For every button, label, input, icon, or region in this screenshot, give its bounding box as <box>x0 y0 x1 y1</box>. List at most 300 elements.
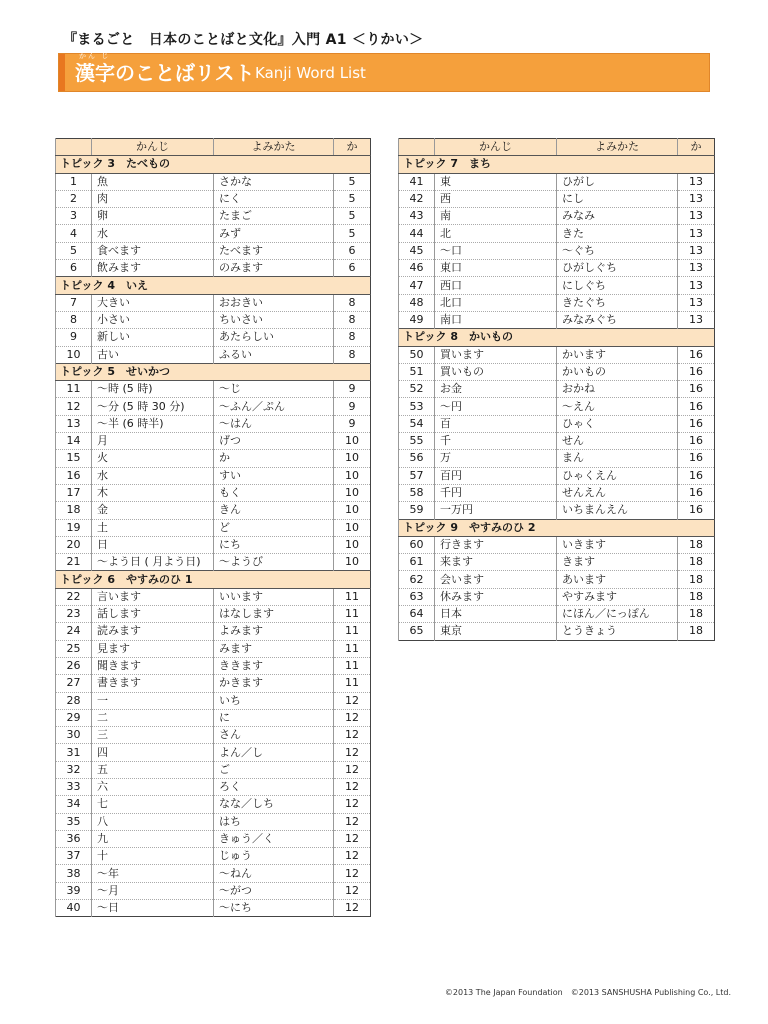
kanji-cell: 金 <box>92 502 214 519</box>
row-number: 45 <box>399 242 435 259</box>
kanji-cell: ～口 <box>435 242 557 259</box>
yomikata-cell: にし <box>557 190 678 207</box>
table-row <box>56 675 371 692</box>
table-row <box>56 398 371 415</box>
lesson-cell: 12 <box>334 796 371 813</box>
yomikata-cell: あたらしい <box>214 329 334 346</box>
lesson-cell: 12 <box>334 830 371 847</box>
row-number: 31 <box>56 744 92 761</box>
row-number: 7 <box>56 294 92 311</box>
lesson-cell: 18 <box>678 588 715 605</box>
table-header-row <box>56 139 371 156</box>
kanji-cell: ～日 <box>92 900 214 917</box>
kanji-cell: 北口 <box>435 294 557 311</box>
yomikata-cell: ～ぐち <box>557 242 678 259</box>
lesson-cell: 13 <box>678 311 715 328</box>
table-row <box>56 484 371 501</box>
title-accent <box>59 54 65 91</box>
kanji-cell: 東京 <box>435 623 557 640</box>
row-number: 5 <box>56 242 92 259</box>
row-number: 33 <box>56 778 92 795</box>
table-row <box>56 813 371 830</box>
topic-label: トピック 3 たべもの <box>56 156 371 173</box>
table-row <box>399 381 715 398</box>
kanji-cell: 西 <box>435 190 557 207</box>
row-number: 4 <box>56 225 92 242</box>
yomikata-cell: ふるい <box>214 346 334 363</box>
kanji-cell: 言います <box>92 588 214 605</box>
row-number: 60 <box>399 536 435 553</box>
table-row <box>56 381 371 398</box>
lesson-cell: 13 <box>678 208 715 225</box>
yomikata-cell: あいます <box>557 571 678 588</box>
lesson-cell: 16 <box>678 433 715 450</box>
yomikata-cell: はち <box>214 813 334 830</box>
topic-label: トピック 5 せいかつ <box>56 363 371 380</box>
row-number: 24 <box>56 623 92 640</box>
kanji-cell: 小さい <box>92 311 214 328</box>
kanji-cell: 百円 <box>435 467 557 484</box>
lesson-cell: 6 <box>334 242 371 259</box>
kanji-cell: 大きい <box>92 294 214 311</box>
row-number: 29 <box>56 709 92 726</box>
topic-label: トピック 4 いえ <box>56 277 371 294</box>
row-number: 17 <box>56 484 92 501</box>
lesson-cell: 11 <box>334 675 371 692</box>
topic-label: トピック 9 やすみのひ 2 <box>399 519 715 536</box>
row-number: 19 <box>56 519 92 536</box>
lesson-cell: 12 <box>334 813 371 830</box>
kanji-cell: ～月 <box>92 882 214 899</box>
lesson-cell: 11 <box>334 623 371 640</box>
table-row <box>399 208 715 225</box>
table-row <box>56 778 371 795</box>
table-row <box>399 277 715 294</box>
lesson-cell: 16 <box>678 363 715 380</box>
kanji-cell: 東口 <box>435 260 557 277</box>
row-number: 23 <box>56 606 92 623</box>
yomikata-cell: ひゃくえん <box>557 467 678 484</box>
row-number: 8 <box>56 311 92 328</box>
lesson-cell: 16 <box>678 450 715 467</box>
table-row <box>399 173 715 190</box>
table-row <box>56 882 371 899</box>
yomikata-cell: に <box>214 709 334 726</box>
row-number: 54 <box>399 415 435 432</box>
yomikata-cell: ちいさい <box>214 311 334 328</box>
kanji-cell: 会います <box>435 571 557 588</box>
table-row <box>399 623 715 640</box>
row-number: 20 <box>56 536 92 553</box>
lesson-cell: 9 <box>334 381 371 398</box>
yomikata-cell: よん／し <box>214 744 334 761</box>
yomikata-cell: にち <box>214 536 334 553</box>
kanji-cell: 北 <box>435 225 557 242</box>
yomikata-cell: ひゃく <box>557 415 678 432</box>
row-number: 37 <box>56 848 92 865</box>
col-yomikata-header: よみかた <box>557 139 678 156</box>
row-number: 53 <box>399 398 435 415</box>
kanji-cell: 三 <box>92 727 214 744</box>
row-number: 10 <box>56 346 92 363</box>
table-row <box>56 761 371 778</box>
kanji-cell: 行きます <box>435 536 557 553</box>
table-row <box>56 606 371 623</box>
yomikata-cell: ききます <box>214 657 334 674</box>
table-row <box>56 225 371 242</box>
table-row <box>56 346 371 363</box>
kanji-cell: 肉 <box>92 190 214 207</box>
table-row <box>56 311 371 328</box>
kanji-cell: ～分 (5 時 30 分) <box>92 398 214 415</box>
table-row <box>56 830 371 847</box>
table-row <box>399 554 715 571</box>
topic-row <box>399 156 715 173</box>
kanji-cell: 聞きます <box>92 657 214 674</box>
table-row <box>56 536 371 553</box>
row-number: 48 <box>399 294 435 311</box>
row-number: 58 <box>399 484 435 501</box>
row-number: 52 <box>399 381 435 398</box>
yomikata-cell: みます <box>214 640 334 657</box>
row-number: 62 <box>399 571 435 588</box>
yomikata-cell: ～ようび <box>214 554 334 571</box>
row-number: 65 <box>399 623 435 640</box>
yomikata-cell: げつ <box>214 433 334 450</box>
lesson-cell: 12 <box>334 848 371 865</box>
yomikata-cell: か <box>214 450 334 467</box>
yomikata-cell: かきます <box>214 675 334 692</box>
kanji-cell: 見ます <box>92 640 214 657</box>
table-body <box>56 156 371 917</box>
table-row <box>399 242 715 259</box>
row-number: 57 <box>399 467 435 484</box>
yomikata-cell: さかな <box>214 173 334 190</box>
table-row <box>56 727 371 744</box>
yomikata-cell: にほん／にっぽん <box>557 606 678 623</box>
yomikata-cell: にく <box>214 190 334 207</box>
lesson-cell: 13 <box>678 294 715 311</box>
lesson-cell: 12 <box>334 882 371 899</box>
kanji-cell: 百 <box>435 415 557 432</box>
kanji-cell: 水 <box>92 225 214 242</box>
lesson-cell: 13 <box>678 190 715 207</box>
row-number: 51 <box>399 363 435 380</box>
yomikata-cell: きた <box>557 225 678 242</box>
row-number: 28 <box>56 692 92 709</box>
row-number: 59 <box>399 502 435 519</box>
yomikata-cell: たべます <box>214 242 334 259</box>
lesson-cell: 5 <box>334 190 371 207</box>
yomikata-cell: たまご <box>214 208 334 225</box>
kanji-cell: 食べます <box>92 242 214 259</box>
kanji-cell: 土 <box>92 519 214 536</box>
lesson-cell: 9 <box>334 398 371 415</box>
topic-row <box>399 519 715 536</box>
copyright: ©2013 The Japan Foundation ©2013 SANSHUSHA Publishing Co., Ltd. <box>444 988 731 997</box>
kanji-cell: 日本 <box>435 606 557 623</box>
table-body <box>399 156 715 640</box>
table-row <box>56 900 371 917</box>
table-row <box>56 865 371 882</box>
lesson-cell: 12 <box>334 692 371 709</box>
lesson-cell: 12 <box>334 761 371 778</box>
kanji-cell: お金 <box>435 381 557 398</box>
yomikata-cell: ろく <box>214 778 334 795</box>
yomikata-cell: きん <box>214 502 334 519</box>
lesson-cell: 12 <box>334 865 371 882</box>
kanji-cell: 西口 <box>435 277 557 294</box>
kanji-cell: 買いもの <box>435 363 557 380</box>
yomikata-cell: みなみ <box>557 208 678 225</box>
lesson-cell: 10 <box>334 433 371 450</box>
topic-row <box>56 363 371 380</box>
row-number: 1 <box>56 173 92 190</box>
lesson-cell: 11 <box>334 588 371 605</box>
table-row <box>56 415 371 432</box>
list-title: 漢字のことばリスト <box>75 61 255 85</box>
yomikata-cell: とうきょう <box>557 623 678 640</box>
table-row <box>56 502 371 519</box>
table-row <box>56 519 371 536</box>
lesson-cell: 10 <box>334 450 371 467</box>
table-row <box>399 294 715 311</box>
yomikata-cell: まん <box>557 450 678 467</box>
kanji-cell: 卵 <box>92 208 214 225</box>
yomikata-cell: ～にち <box>214 900 334 917</box>
lesson-cell: 6 <box>334 260 371 277</box>
lesson-cell: 12 <box>334 778 371 795</box>
row-number: 41 <box>399 173 435 190</box>
kanji-cell: 千円 <box>435 484 557 501</box>
table-row <box>399 484 715 501</box>
row-number: 50 <box>399 346 435 363</box>
lesson-cell: 10 <box>334 519 371 536</box>
yomikata-cell: ～がつ <box>214 882 334 899</box>
kanji-cell: 魚 <box>92 173 214 190</box>
lesson-cell: 10 <box>334 536 371 553</box>
topic-row <box>56 277 371 294</box>
topic-label: トピック 8 かいもの <box>399 329 715 346</box>
lesson-cell: 12 <box>334 900 371 917</box>
lesson-cell: 16 <box>678 381 715 398</box>
col-lesson-header: か <box>334 139 371 156</box>
yomikata-cell: かいます <box>557 346 678 363</box>
kanji-cell: 火 <box>92 450 214 467</box>
table-row <box>399 588 715 605</box>
kanji-cell: 南口 <box>435 311 557 328</box>
kanji-cell: 書きます <box>92 675 214 692</box>
kanji-cell: ～年 <box>92 865 214 882</box>
table-row <box>56 623 371 640</box>
table-row <box>399 190 715 207</box>
table-row <box>399 346 715 363</box>
kanji-cell: 八 <box>92 813 214 830</box>
row-number: 34 <box>56 796 92 813</box>
lesson-cell: 18 <box>678 536 715 553</box>
yomikata-cell: はなします <box>214 606 334 623</box>
yomikata-cell: いきます <box>557 536 678 553</box>
yomikata-cell: きゅう／く <box>214 830 334 847</box>
row-number: 38 <box>56 865 92 882</box>
table-row <box>399 450 715 467</box>
row-number: 13 <box>56 415 92 432</box>
lesson-cell: 10 <box>334 502 371 519</box>
row-number: 46 <box>399 260 435 277</box>
lesson-cell: 10 <box>334 484 371 501</box>
table-row <box>56 588 371 605</box>
yomikata-cell: なな／しち <box>214 796 334 813</box>
word-table-left <box>55 138 371 917</box>
yomikata-cell: おかね <box>557 381 678 398</box>
row-number: 16 <box>56 467 92 484</box>
kanji-cell: 四 <box>92 744 214 761</box>
title-bar <box>58 53 710 92</box>
yomikata-cell: いちまんえん <box>557 502 678 519</box>
yomikata-cell: かいもの <box>557 363 678 380</box>
table-row <box>56 208 371 225</box>
table-row <box>399 260 715 277</box>
lesson-cell: 13 <box>678 277 715 294</box>
word-table-right <box>398 138 715 641</box>
yomikata-cell: みなみぐち <box>557 311 678 328</box>
table-row <box>399 536 715 553</box>
table-row <box>56 433 371 450</box>
yomikata-cell: ～えん <box>557 398 678 415</box>
lesson-cell: 8 <box>334 329 371 346</box>
kanji-cell: 来ます <box>435 554 557 571</box>
yomikata-cell: さん <box>214 727 334 744</box>
row-number: 3 <box>56 208 92 225</box>
topic-row <box>56 571 371 588</box>
yomikata-cell: ～じ <box>214 381 334 398</box>
row-number: 49 <box>399 311 435 328</box>
yomikata-cell: にしぐち <box>557 277 678 294</box>
title-ruby: かん じ <box>79 52 111 60</box>
lesson-cell: 18 <box>678 571 715 588</box>
row-number: 2 <box>56 190 92 207</box>
lesson-cell: 13 <box>678 225 715 242</box>
yomikata-cell: ～はん <box>214 415 334 432</box>
kanji-cell: 十 <box>92 848 214 865</box>
yomikata-cell: せん <box>557 433 678 450</box>
kanji-cell: 東 <box>435 173 557 190</box>
table-row <box>56 260 371 277</box>
table-row <box>56 173 371 190</box>
kanji-cell: 古い <box>92 346 214 363</box>
col-number-header <box>56 139 92 156</box>
topic-row <box>56 156 371 173</box>
lesson-cell: 16 <box>678 467 715 484</box>
table-row <box>56 640 371 657</box>
table-row <box>56 657 371 674</box>
kanji-cell: 話します <box>92 606 214 623</box>
table-row <box>56 848 371 865</box>
col-yomikata-header: よみかた <box>214 139 334 156</box>
lesson-cell: 11 <box>334 640 371 657</box>
table-row <box>56 709 371 726</box>
row-number: 63 <box>399 588 435 605</box>
kanji-cell: 万 <box>435 450 557 467</box>
lesson-cell: 10 <box>334 467 371 484</box>
kanji-cell: 木 <box>92 484 214 501</box>
row-number: 64 <box>399 606 435 623</box>
kanji-cell: 休みます <box>435 588 557 605</box>
kanji-cell: 五 <box>92 761 214 778</box>
kanji-cell: 飲みます <box>92 260 214 277</box>
table-row <box>399 467 715 484</box>
topic-row <box>399 329 715 346</box>
table-row <box>56 554 371 571</box>
yomikata-cell: いち <box>214 692 334 709</box>
row-number: 32 <box>56 761 92 778</box>
lesson-cell: 11 <box>334 606 371 623</box>
kanji-cell: 南 <box>435 208 557 225</box>
kanji-cell: 買います <box>435 346 557 363</box>
kanji-cell: 六 <box>92 778 214 795</box>
lesson-cell: 13 <box>678 260 715 277</box>
yomikata-cell: よみます <box>214 623 334 640</box>
kanji-cell: 一万円 <box>435 502 557 519</box>
row-number: 42 <box>399 190 435 207</box>
lesson-cell: 13 <box>678 173 715 190</box>
lesson-cell: 16 <box>678 398 715 415</box>
yomikata-cell: もく <box>214 484 334 501</box>
kanji-cell: ～時 (5 時) <box>92 381 214 398</box>
yomikata-cell: ど <box>214 519 334 536</box>
col-number-header <box>399 139 435 156</box>
table-row <box>56 242 371 259</box>
row-number: 11 <box>56 381 92 398</box>
lesson-cell: 18 <box>678 606 715 623</box>
table-row <box>399 415 715 432</box>
table-header-row <box>399 139 715 156</box>
yomikata-cell: いいます <box>214 588 334 605</box>
table-row <box>56 450 371 467</box>
lesson-cell: 16 <box>678 484 715 501</box>
yomikata-cell: のみます <box>214 260 334 277</box>
row-number: 61 <box>399 554 435 571</box>
table-row <box>399 225 715 242</box>
row-number: 26 <box>56 657 92 674</box>
table-row <box>56 190 371 207</box>
yomikata-cell: ひがしぐち <box>557 260 678 277</box>
kanji-cell: 新しい <box>92 329 214 346</box>
row-number: 9 <box>56 329 92 346</box>
kanji-cell: ～よう日 ( 月よう日) <box>92 554 214 571</box>
lesson-cell: 10 <box>334 554 371 571</box>
lesson-cell: 16 <box>678 502 715 519</box>
row-number: 18 <box>56 502 92 519</box>
yomikata-cell: じゅう <box>214 848 334 865</box>
yomikata-cell: せんえん <box>557 484 678 501</box>
yomikata-cell: すい <box>214 467 334 484</box>
table-row <box>56 329 371 346</box>
lesson-cell: 13 <box>678 242 715 259</box>
kanji-cell: 読みます <box>92 623 214 640</box>
row-number: 56 <box>399 450 435 467</box>
row-number: 47 <box>399 277 435 294</box>
table-row <box>399 606 715 623</box>
col-lesson-header: か <box>678 139 715 156</box>
row-number: 21 <box>56 554 92 571</box>
list-subtitle: Kanji Word List <box>255 64 366 82</box>
lesson-cell: 12 <box>334 744 371 761</box>
row-number: 40 <box>56 900 92 917</box>
row-number: 39 <box>56 882 92 899</box>
topic-label: トピック 6 やすみのひ 1 <box>56 571 371 588</box>
lesson-cell: 5 <box>334 225 371 242</box>
